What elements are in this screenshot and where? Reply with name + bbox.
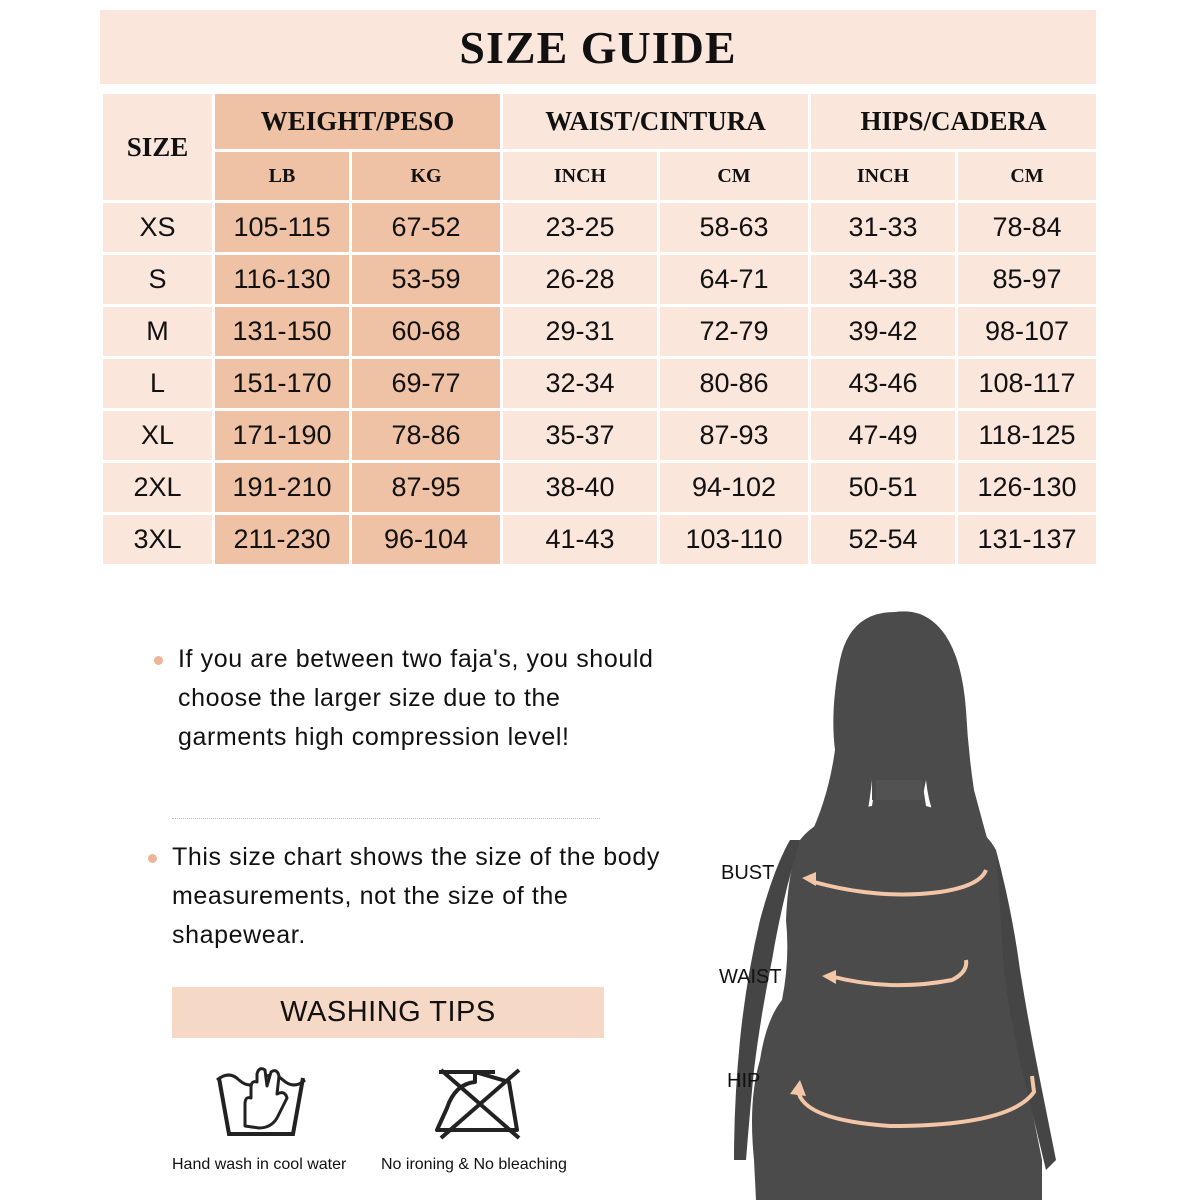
unit-kg: KG [351, 151, 502, 202]
table-cell: 126-130 [957, 462, 1098, 514]
table-cell: 103-110 [659, 514, 810, 566]
table-cell: 69-77 [351, 358, 502, 410]
unit-header-row [102, 151, 1098, 202]
table-cell: 191-210 [214, 462, 351, 514]
hip-label: HIP [727, 1070, 761, 1092]
table-cell: 98-107 [957, 306, 1098, 358]
table-cell: 87-95 [351, 462, 502, 514]
unit-lb: LB [214, 151, 351, 202]
table-row [102, 514, 1098, 566]
table-row [102, 462, 1098, 514]
hand-wash-icon [215, 1060, 307, 1140]
table-cell: 118-125 [957, 410, 1098, 462]
size-cell: S [102, 254, 214, 306]
table-cell: 131-137 [957, 514, 1098, 566]
table-cell: 50-51 [810, 462, 957, 514]
no-iron-no-bleach-icon [435, 1068, 523, 1142]
table-cell: 41-43 [502, 514, 659, 566]
size-cell: 3XL [102, 514, 214, 566]
table-cell: 34-38 [810, 254, 957, 306]
table-cell: 38-40 [502, 462, 659, 514]
table-cell: 64-71 [659, 254, 810, 306]
size-cell: L [102, 358, 214, 410]
table-cell: 35-37 [502, 410, 659, 462]
table-cell: 53-59 [351, 254, 502, 306]
table-cell: 32-34 [502, 358, 659, 410]
table-cell: 23-25 [502, 202, 659, 254]
title-banner [100, 10, 1096, 84]
table-row [102, 306, 1098, 358]
table-cell: 26-28 [502, 254, 659, 306]
weight-header: WEIGHT/PESO [214, 93, 502, 151]
table-cell: 72-79 [659, 306, 810, 358]
size-table [100, 91, 1099, 567]
table-cell: 131-150 [214, 306, 351, 358]
table-row [102, 410, 1098, 462]
page-title: SIZE GUIDE [459, 21, 737, 73]
body-silhouette-figure [690, 600, 1110, 1200]
waist-header: WAIST/CINTURA [502, 93, 810, 151]
washing-tips-title: WASHING TIPS [280, 996, 496, 1028]
size-cell: XL [102, 410, 214, 462]
table-cell: 43-46 [810, 358, 957, 410]
hand-wash-label: Hand wash in cool water [172, 1156, 347, 1173]
table-cell: 171-190 [214, 410, 351, 462]
table-cell: 47-49 [810, 410, 957, 462]
table-row [102, 358, 1098, 410]
table-cell: 78-84 [957, 202, 1098, 254]
unit-waist-inch: INCH [502, 151, 659, 202]
table-cell: 94-102 [659, 462, 810, 514]
table-cell: 67-52 [351, 202, 502, 254]
divider [172, 818, 600, 819]
unit-hips-inch: INCH [810, 151, 957, 202]
table-cell: 96-104 [351, 514, 502, 566]
note-body-measurements [144, 838, 662, 955]
table-cell: 108-117 [957, 358, 1098, 410]
table-row [102, 254, 1098, 306]
size-header: SIZE [102, 93, 214, 202]
bullet-dot [148, 854, 157, 863]
group-header-row [102, 93, 1098, 151]
no-iron-label: No ironing & No bleaching [381, 1156, 567, 1173]
waist-label: WAIST [719, 966, 782, 988]
table-cell: 29-31 [502, 306, 659, 358]
unit-hips-cm: CM [957, 151, 1098, 202]
bust-label: BUST [721, 862, 775, 884]
bullet-dot [154, 656, 163, 665]
washing-tips-banner [172, 987, 604, 1038]
table-cell: 211-230 [214, 514, 351, 566]
unit-waist-cm: CM [659, 151, 810, 202]
note-text: This size chart shows the size of the body measurements, not the size of the shapewear. [172, 843, 660, 949]
table-cell: 105-115 [214, 202, 351, 254]
note-text: If you are between two faja's, you should choose the larger size due to the garments high compression level! [178, 645, 654, 751]
table-cell: 85-97 [957, 254, 1098, 306]
table-cell: 151-170 [214, 358, 351, 410]
table-row [102, 202, 1098, 254]
size-cell: M [102, 306, 214, 358]
table-cell: 52-54 [810, 514, 957, 566]
table-cell: 58-63 [659, 202, 810, 254]
note-larger-size [150, 640, 668, 757]
table-cell: 116-130 [214, 254, 351, 306]
table-cell: 60-68 [351, 306, 502, 358]
table-cell: 87-93 [659, 410, 810, 462]
size-cell: XS [102, 202, 214, 254]
size-cell: 2XL [102, 462, 214, 514]
hips-header: HIPS/CADERA [810, 93, 1098, 151]
table-cell: 31-33 [810, 202, 957, 254]
table-cell: 80-86 [659, 358, 810, 410]
table-cell: 78-86 [351, 410, 502, 462]
table-cell: 39-42 [810, 306, 957, 358]
